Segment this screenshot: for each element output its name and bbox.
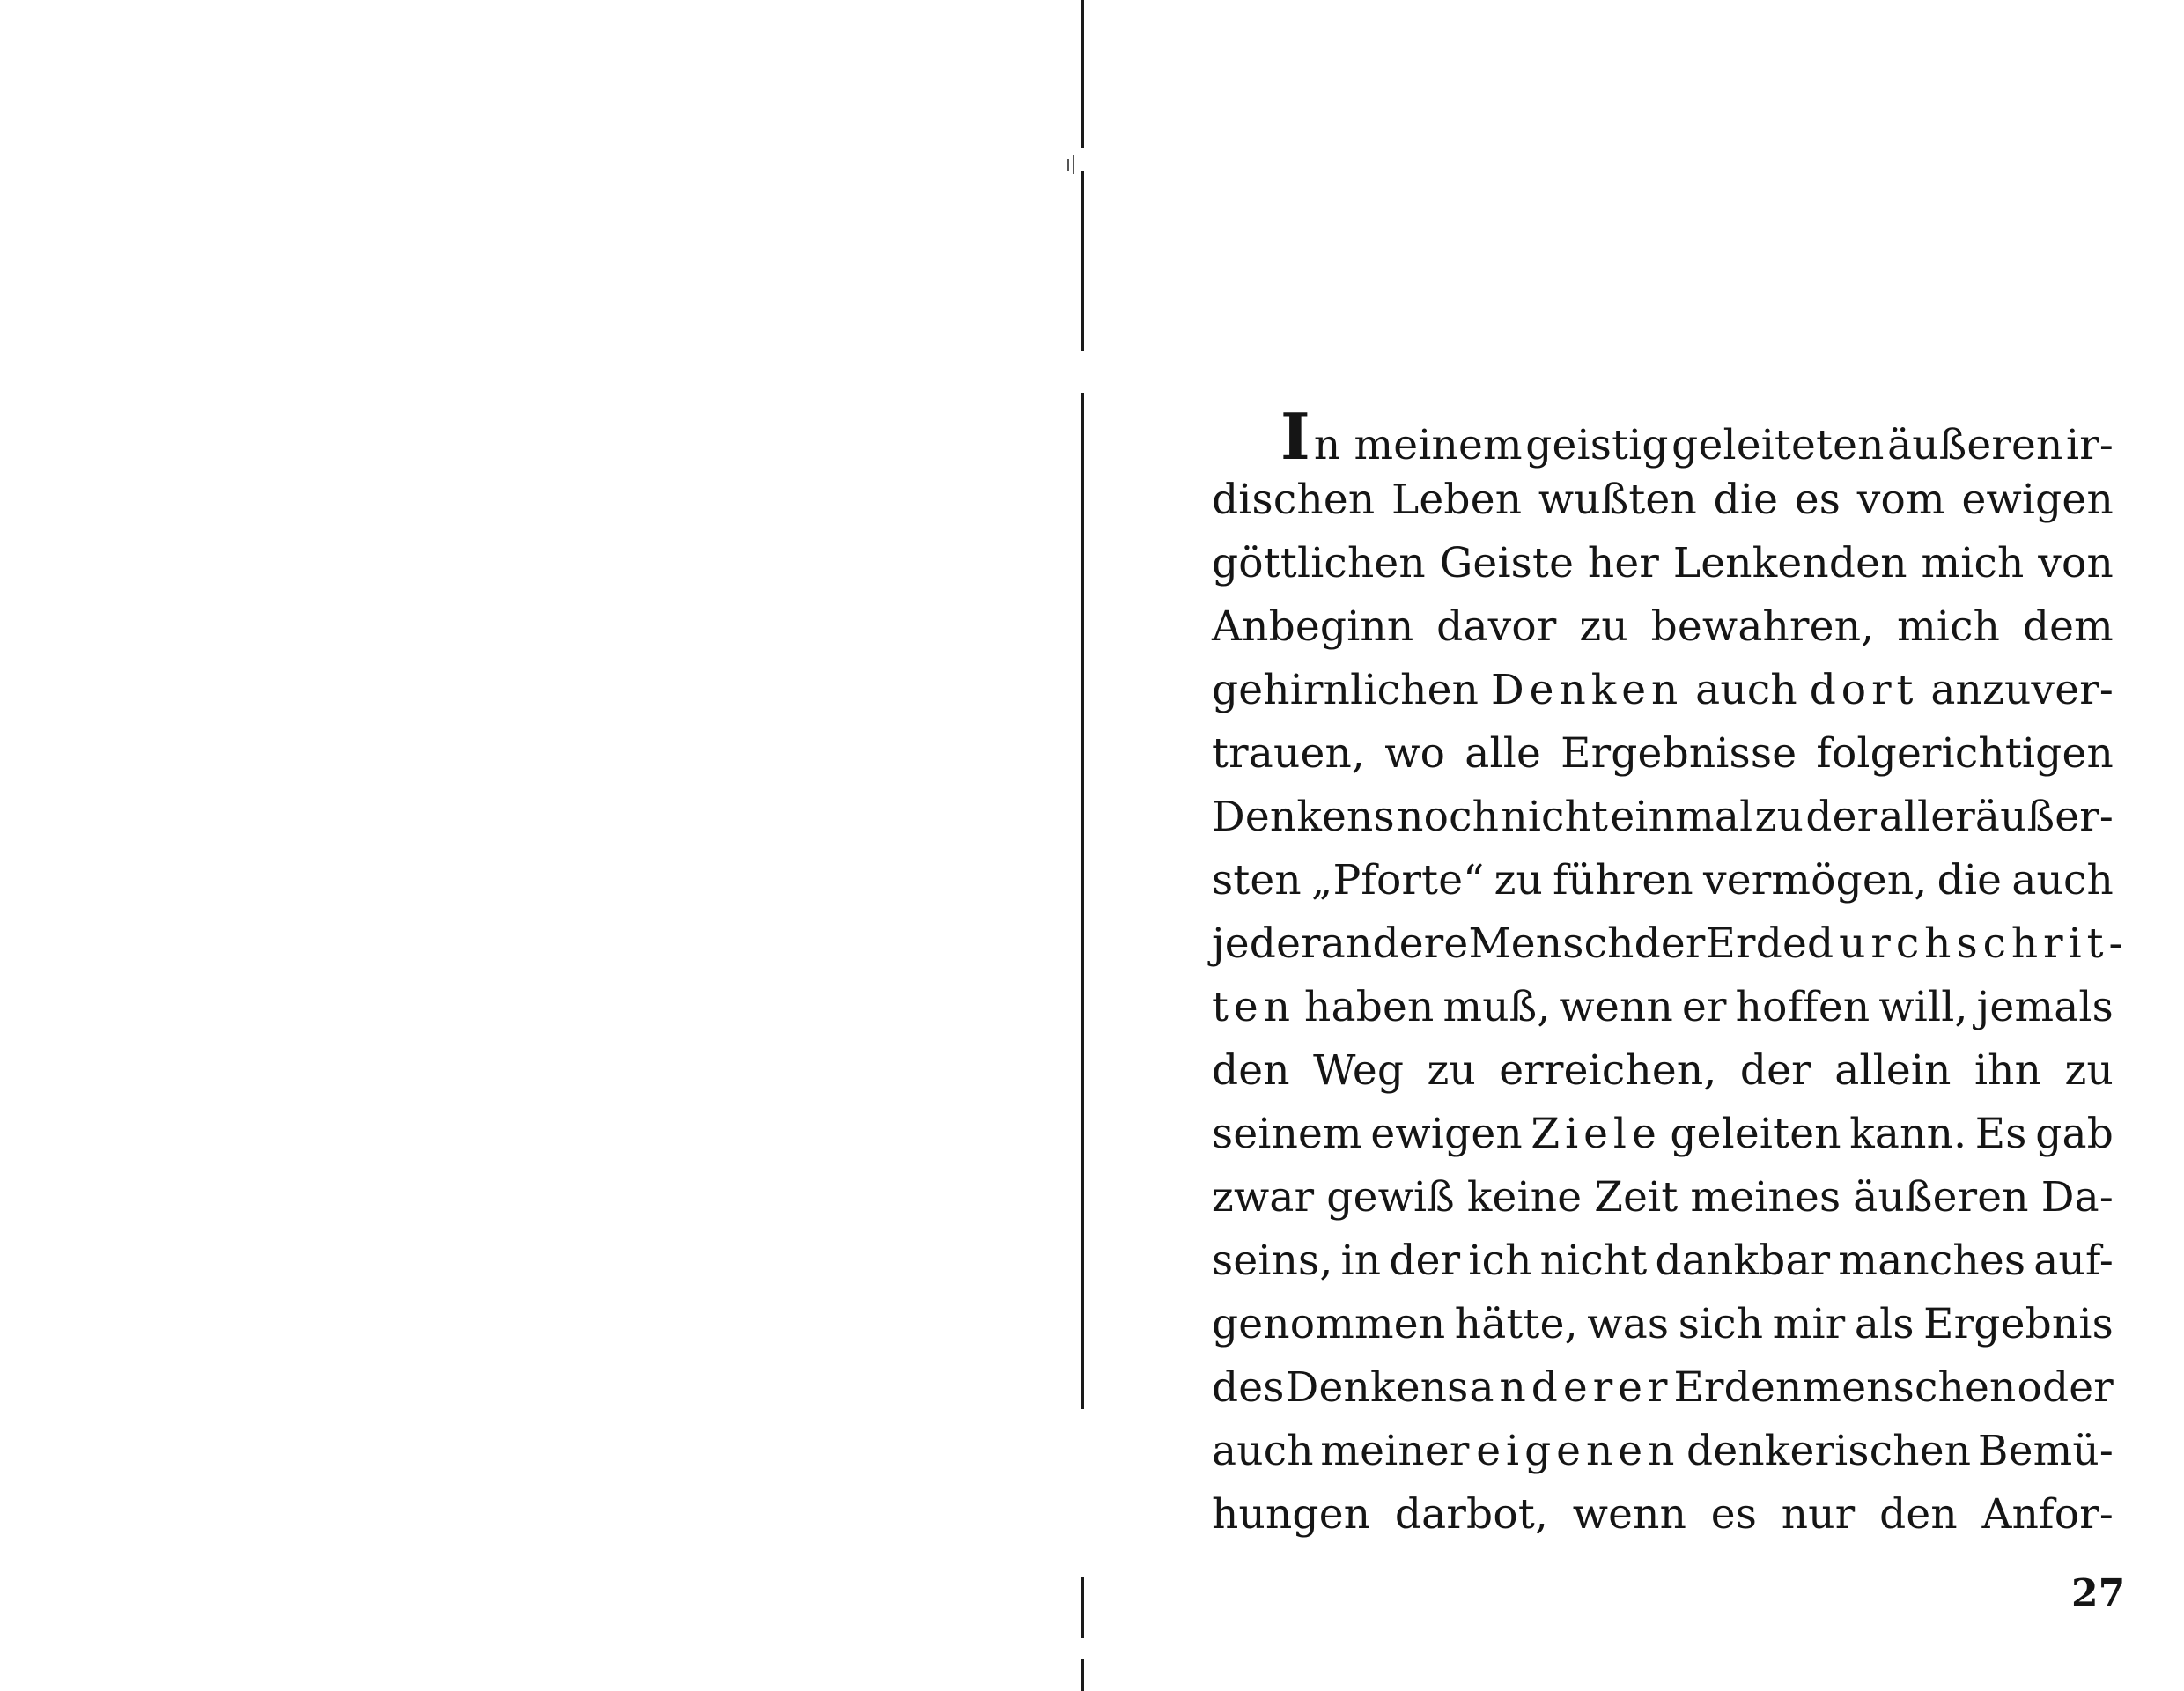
- word: vermögen,: [1702, 856, 1928, 905]
- word: vom: [1856, 476, 1945, 524]
- word: auf-: [2033, 1237, 2114, 1285]
- text-line: [1212, 659, 2114, 722]
- word: nicht: [1501, 793, 1609, 841]
- word: gab: [2035, 1110, 2114, 1158]
- text-line: [1212, 722, 2114, 786]
- word: ten: [1212, 983, 1295, 1031]
- word: bewahren,: [1650, 602, 1875, 651]
- word: zwar: [1212, 1173, 1315, 1222]
- word: was: [1587, 1300, 1670, 1348]
- word: es: [1794, 476, 1841, 524]
- word: geleiteten: [1671, 421, 1885, 469]
- word: äußeren: [1853, 1173, 2029, 1222]
- word: Zeit: [1594, 1173, 1679, 1222]
- word: auch: [1212, 1427, 1314, 1475]
- word: Denkens: [1285, 1363, 1469, 1412]
- word: dem: [2022, 602, 2114, 651]
- word: Leben: [1391, 476, 1523, 524]
- word: zu: [2064, 1046, 2114, 1095]
- word: sich: [1678, 1300, 1764, 1348]
- word: er: [1681, 983, 1727, 1031]
- word: keine: [1466, 1173, 1583, 1222]
- word: geistig: [1525, 421, 1669, 469]
- word: der: [1805, 793, 1878, 841]
- word: es: [1710, 1490, 1758, 1539]
- word: mich: [1897, 602, 2001, 651]
- text-line: [1212, 1229, 2114, 1293]
- text-line: [1212, 1039, 2114, 1103]
- word: gehirnlichen: [1212, 666, 1479, 714]
- word: darbot,: [1394, 1490, 1549, 1539]
- scan-speck: [1067, 159, 1069, 171]
- word: Mensch: [1468, 919, 1634, 968]
- text-line: [1212, 595, 2114, 659]
- word: Denkens: [1212, 793, 1395, 841]
- word: dischen: [1212, 476, 1376, 524]
- word: den: [1879, 1490, 1958, 1539]
- word: haben: [1304, 983, 1435, 1031]
- word: her: [1587, 539, 1660, 587]
- word: die: [1713, 476, 1779, 524]
- word: allein: [1834, 1046, 1952, 1095]
- initial-letter: I: [1280, 399, 1310, 474]
- word: genommen: [1212, 1300, 1446, 1348]
- word: n meinem: [1313, 421, 1523, 469]
- word: führen: [1553, 856, 1693, 905]
- word: jemals: [1976, 983, 2114, 1031]
- word: hungen: [1212, 1490, 1371, 1539]
- word: erreichen,: [1499, 1046, 1717, 1095]
- word: manches: [1838, 1237, 2026, 1285]
- word: denkerischen: [1686, 1427, 1972, 1475]
- word: ewigen: [1370, 1110, 1523, 1158]
- word: ich: [1468, 1237, 1532, 1285]
- word: anderer: [1469, 1363, 1673, 1412]
- word: Anbeginn: [1212, 602, 1414, 651]
- word: will,: [1878, 983, 1968, 1031]
- word: hoffen: [1735, 983, 1870, 1031]
- word: dort: [1809, 666, 1919, 714]
- word: ihn: [1974, 1046, 2042, 1095]
- text-line: [1212, 1166, 2114, 1229]
- word: noch: [1397, 793, 1500, 841]
- text-line: [1212, 1356, 2114, 1420]
- word: kann.: [1849, 1110, 1967, 1158]
- text-line: [1212, 399, 2114, 474]
- word: andere: [1320, 919, 1469, 968]
- word: davor: [1436, 602, 1557, 651]
- word: ewigen: [1961, 476, 2114, 524]
- word: hätte,: [1454, 1300, 1578, 1348]
- word: sten: [1212, 856, 1302, 905]
- word: Es: [1974, 1110, 2027, 1158]
- text-line: [1212, 532, 2114, 595]
- word: Erde: [1705, 919, 1808, 968]
- word: wo: [1384, 729, 1446, 778]
- word: die: [1937, 856, 2003, 905]
- word: seinem: [1212, 1110, 1362, 1158]
- word: ir-: [2065, 421, 2114, 469]
- word: Bemü-: [1977, 1427, 2114, 1475]
- word: Denken: [1490, 666, 1684, 714]
- word: wenn: [1559, 983, 1673, 1031]
- word: der: [1634, 919, 1706, 968]
- text-line: [1212, 469, 2114, 532]
- word: oder: [2017, 1363, 2114, 1412]
- word: nicht: [1539, 1237, 1648, 1285]
- word: den: [1212, 1046, 1290, 1095]
- left-page-blank: [0, 0, 1083, 1691]
- word: meines: [1690, 1173, 1841, 1222]
- text-line: [1212, 912, 2129, 976]
- word: Weg: [1313, 1046, 1405, 1095]
- word: alleräußer-: [1878, 793, 2114, 841]
- word: einmal: [1610, 793, 1753, 841]
- word: als: [1854, 1300, 1915, 1348]
- word: geleiten: [1670, 1110, 1841, 1158]
- word: „Pforte“: [1311, 856, 1485, 905]
- word: auch: [1695, 666, 1797, 714]
- word: gewiß: [1326, 1173, 1455, 1222]
- word: Ziele: [1531, 1110, 1662, 1158]
- word: dankbar: [1655, 1237, 1831, 1285]
- word: zu: [1754, 793, 1804, 841]
- word: zu: [1494, 856, 1544, 905]
- word: göttlichen: [1212, 539, 1426, 587]
- text-line: [1212, 1483, 2114, 1547]
- scan-speck: [1073, 155, 1074, 174]
- text-line: [1212, 786, 2114, 849]
- word: durchschrit-: [1807, 919, 2129, 968]
- word: muß,: [1442, 983, 1551, 1031]
- word: zu: [1427, 1046, 1476, 1095]
- word: folgerichtigen: [1816, 729, 2114, 778]
- word: Ergebnisse: [1561, 729, 1797, 778]
- word: Da-: [2040, 1173, 2114, 1222]
- word: von: [2038, 539, 2114, 587]
- word: trauen,: [1212, 729, 1366, 778]
- word: meiner: [1320, 1427, 1470, 1475]
- text-line: [1212, 976, 2114, 1039]
- word: alle: [1465, 729, 1541, 778]
- word: eigenen: [1476, 1427, 1680, 1475]
- word: wenn: [1572, 1490, 1687, 1539]
- word: der: [1739, 1046, 1811, 1095]
- word: seins,: [1212, 1237, 1333, 1285]
- word: wußten: [1538, 476, 1697, 524]
- word: nur: [1781, 1490, 1856, 1539]
- page-number: 27: [2071, 1571, 2126, 1616]
- word: Anfor-: [1981, 1490, 2114, 1539]
- word: anzuver-: [1930, 666, 2114, 714]
- word: mich: [1921, 539, 2025, 587]
- word: auch: [2011, 856, 2114, 905]
- word: des: [1212, 1363, 1285, 1412]
- word: äußeren: [1887, 421, 2063, 469]
- body-text-paragraph: [1212, 399, 2129, 1547]
- word: mir: [1772, 1300, 1846, 1348]
- word: Erdenmenschen: [1673, 1363, 2017, 1412]
- word: jeder: [1212, 919, 1321, 968]
- word: Ergebnis: [1923, 1300, 2114, 1348]
- first-word-with-initial: [1212, 399, 1523, 477]
- text-line: [1212, 1103, 2114, 1166]
- text-line: [1212, 1293, 2114, 1356]
- text-line: [1212, 1420, 2114, 1483]
- word: zu: [1579, 602, 1628, 651]
- text-line: [1212, 849, 2114, 912]
- word: in: [1340, 1237, 1382, 1285]
- word: Geiste: [1439, 539, 1575, 587]
- word: der: [1389, 1237, 1461, 1285]
- word: Lenkenden: [1672, 539, 1907, 587]
